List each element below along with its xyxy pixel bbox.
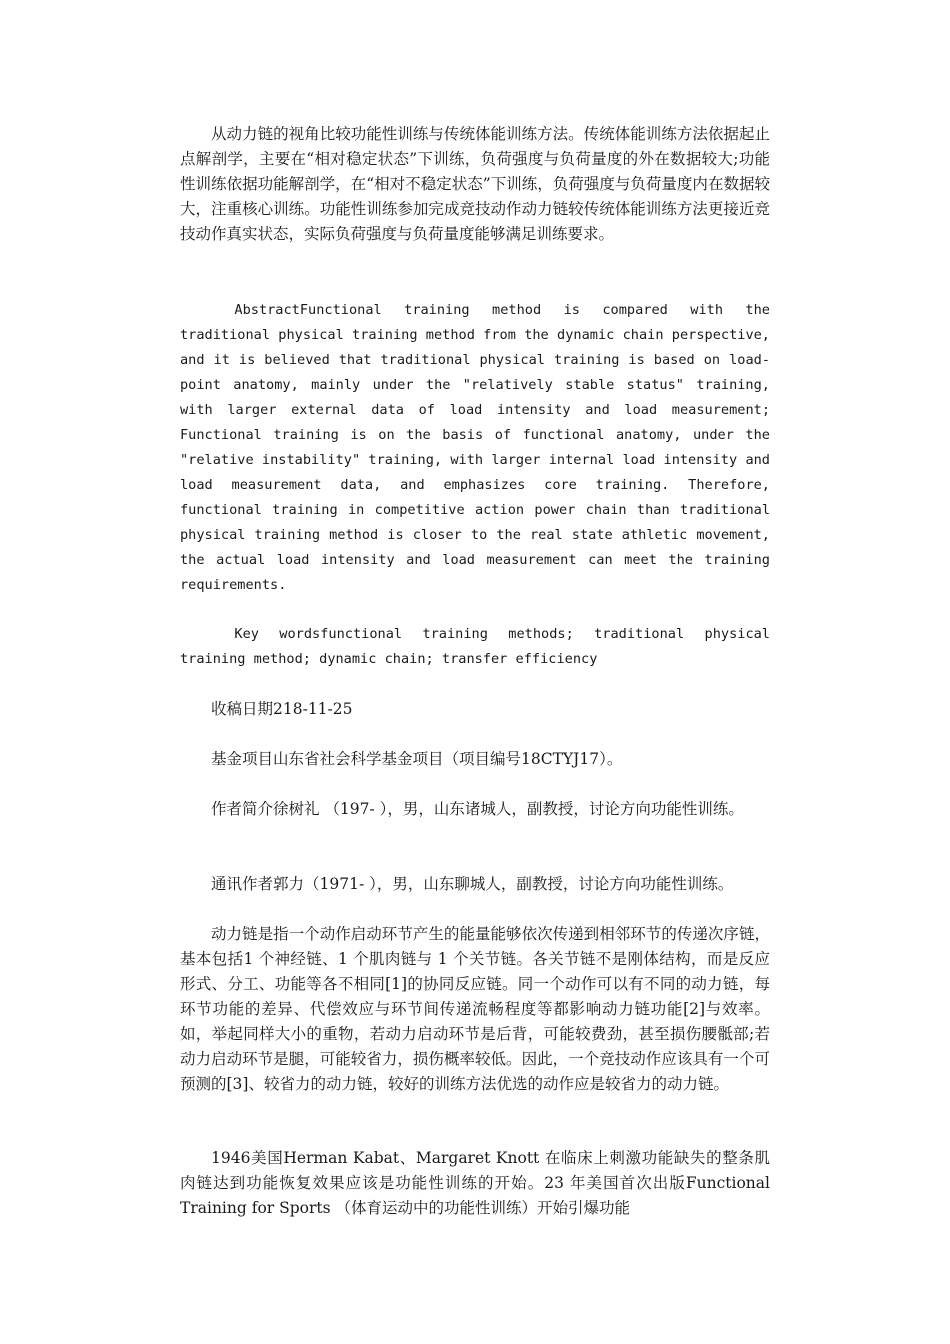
abstract-english: AbstractFunctional training method is compared with the traditional physical training method from the dynamic chain perspective, and it is believed that traditional physical training is based on load-point anatomy, mainly under the "relatively stable status" training, with larger external data of load intensity and load measurement; Functional training is on the basis of functional anatomy, under the "relative instability" training, with larger internal load intensity and load measurement data, and emphasizes core training. Therefore, functional training in competitive action power chain than traditional physical training method is closer to the real state athletic movement, the actual load intensity and load measurement can meet the training requirements. xyxy=(180,302,770,593)
body-paragraph-1: 动力链是指一个动作启动环节产生的能量能够依次传递到相邻环节的传递次序链，基本包括1 个神经链、1 个肌肉链与 1 个关节链。各关节链不是刚体结构，而是反应形式、分工、功能等各不相同[1]的协同反应链。同一个动作可以有不同的动力链，每环节功能的差异、代偿效应与环节间传递流畅程度等都影响动力链功能[2]与效率。如，举起同样大小的重物，若动力启动环节是后背，可能较费劲，甚至损伤腰骶部;若动力启动环节是腿，可能较省力，损伤概率较低。因此，一个竞技动作应该具有一个可预测的[3]、较省力的动力链，较好的训练方法优选的动作应是较省力的动力链。 xyxy=(180,925,770,1093)
author-bio: 作者简介徐树礼 （197- ），男，山东诸城人，副教授，讨论方向功能性训练。 xyxy=(211,800,744,818)
received-date: 收稿日期218-11-25 xyxy=(211,700,353,718)
body-paragraph-2: 1946美国Herman Kabat、Margaret Knott 在临床上刺激功能缺失的整条肌肉链达到功能恢复效果应该是功能性训练的开始。23 年美国首次出版Functional Training for Sports （体育运动中的功能性训练）开始引爆功能 xyxy=(180,1149,770,1217)
corresponding-author: 通讯作者郭力（1971- ），男，山东聊城人，副教授，讨论方向功能性训练。 xyxy=(211,875,734,893)
abstract-chinese: 从动力链的视角比较功能性训练与传统体能训练方法。传统体能训练方法依据起止点解剖学，主要在“相对稳定状态”下训练，负荷强度与负荷量度的外在数据较大;功能性训练依据功能解剖学，在“相对不稳定状态”下训练，负荷强度与负荷量度内在数据较大，注重核心训练。功能性训练参加完成竞技动作动力链较传统体能训练方法更接近竞技动作真实状态，实际负荷强度与负荷量度能够满足训练要求。 xyxy=(180,125,770,243)
fund-info: 基金项目山东省社会科学基金项目（项目编号18CTYJ17）。 xyxy=(211,750,623,768)
keywords-english: Key wordsfunctional training methods; traditional physical training method; dynamic chain; transfer efficiency xyxy=(180,626,770,667)
